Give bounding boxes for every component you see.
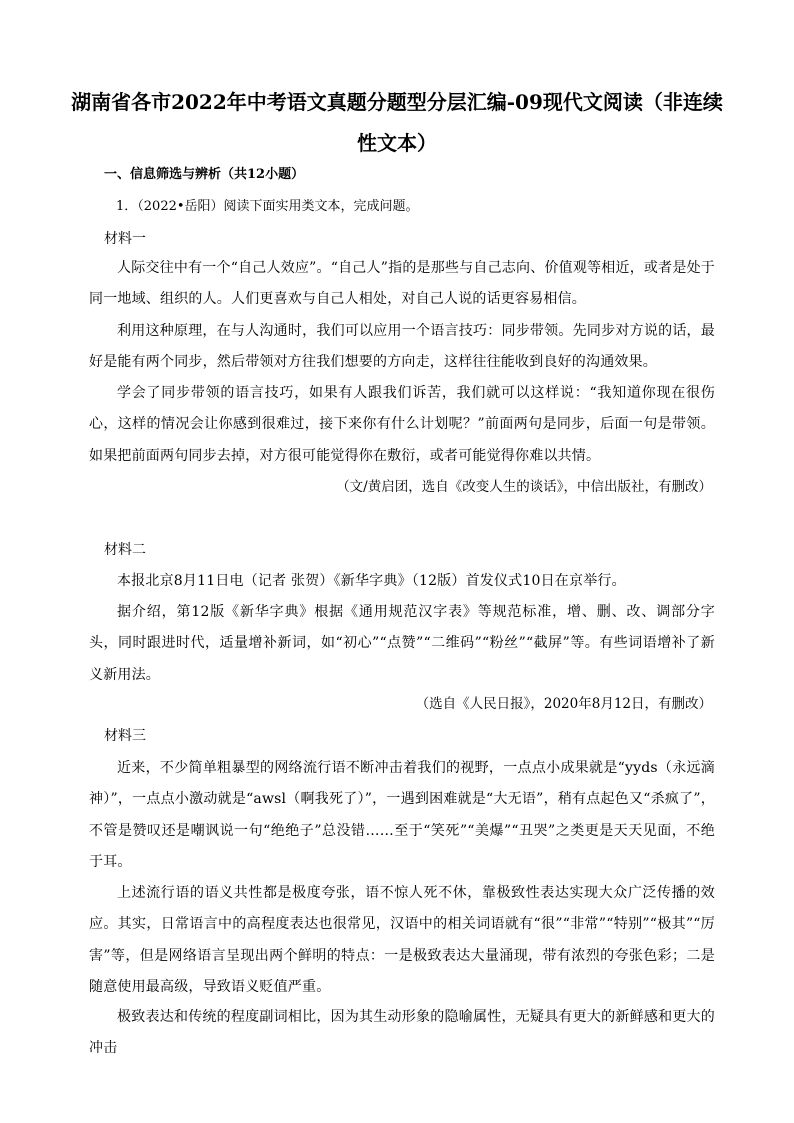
material3-paragraph: 近来，不少简单粗暴型的网络流行语不断冲击着我们的视野，一点点小成果就是“yyds（永远滴神）”，一点点小激动就是“awsl（啊我死了）”，一遇到困难就是“大无语”，稍有点起色又“杀疯了”，不管是赞叹还是嘲讽说一句“绝绝子”总没错……至于“笑死”“美爆”“丑哭”之类更是天天见面，不绝于耳。 bbox=[89, 760, 715, 870]
material3-paragraph: 上述流行语的语义共性都是极度夸张，语不惊人死不休，靠极致性表达实现大众广泛传播的效应。其实，日常语言中的高程度表达也很常见，汉语中的相关词语就有“很”“非常”“特别”“极其”“厉害”等，但是网络语言呈现出两个鲜明的特点：一是极致表达大量涌现，带有浓烈的夸张色彩；二是随意使用最高级，导致语义贬值严重。 bbox=[89, 885, 715, 995]
material2-paragraph: 据介绍，第12版《新华字典》根据《通用规范汉字表》等规范标准，增、删、改、调部分字头，同时跟进时代，适量增补新词，如“初心”“点赞”“二维码”“粉丝”“截屏”等。有些词语增补了新义新用法。 bbox=[89, 604, 715, 683]
material1-paragraph: 人际交往中有一个“自己人效应”。“自己人”指的是那些与自己志向、价值观等相近，或者是处于同一地域、组织的人。人们更喜欢与自己人相处，对自己人说的话更容易相信。 bbox=[89, 260, 715, 308]
material1-source: （文/黄启团，选自《改变人生的谈话》，中信出版社，有删改） bbox=[336, 479, 712, 495]
section-heading: 一、信息筛选与辨析（共12小题） bbox=[104, 167, 305, 182]
material1-paragraph: 学会了同步带领的语言技巧，如果有人跟我们诉苦，我们就可以这样说：“我知道你现在很伤心，这样的情况会让你感到很难过，接下来你有什么计划呢？”前面两句是同步，后面一句是带领。如果把前面两句同步去掉，对方很可能觉得你在敷衍，或者可能觉得你难以共情。 bbox=[89, 385, 715, 464]
material3-paragraph: 极致表达和传统的程度副词相比，因为其生动形象的隐喻属性，无疑具有更大的新鲜感和更大的冲击 bbox=[89, 1009, 715, 1057]
material2-paragraph: 本报北京8月11日电（记者 张贺）《新华字典》（12版）首发仪式10日在京举行。 bbox=[117, 573, 626, 589]
document-title: 湖南省各市2022年中考语文真题分题型分层汇编-09现代文阅读（非连续性文本） bbox=[71, 90, 723, 155]
material3-label: 材料三 bbox=[104, 728, 146, 744]
question-intro: 1．（2022•岳阳）阅读下面实用类文本，完成问题。 bbox=[116, 199, 419, 214]
material2-label: 材料二 bbox=[104, 542, 146, 558]
material1-label: 材料一 bbox=[104, 231, 146, 247]
material1-paragraph: 利用这种原理，在与人沟通时，我们可以应用一个语言技巧：同步带领。先同步对方说的话，最好是能有两个同步，然后带领对方往我们想要的方向走，这样往往能收到良好的沟通效果。 bbox=[89, 323, 715, 371]
material2-source: （选自《人民日报》，2020年8月12日，有删改） bbox=[415, 696, 712, 712]
